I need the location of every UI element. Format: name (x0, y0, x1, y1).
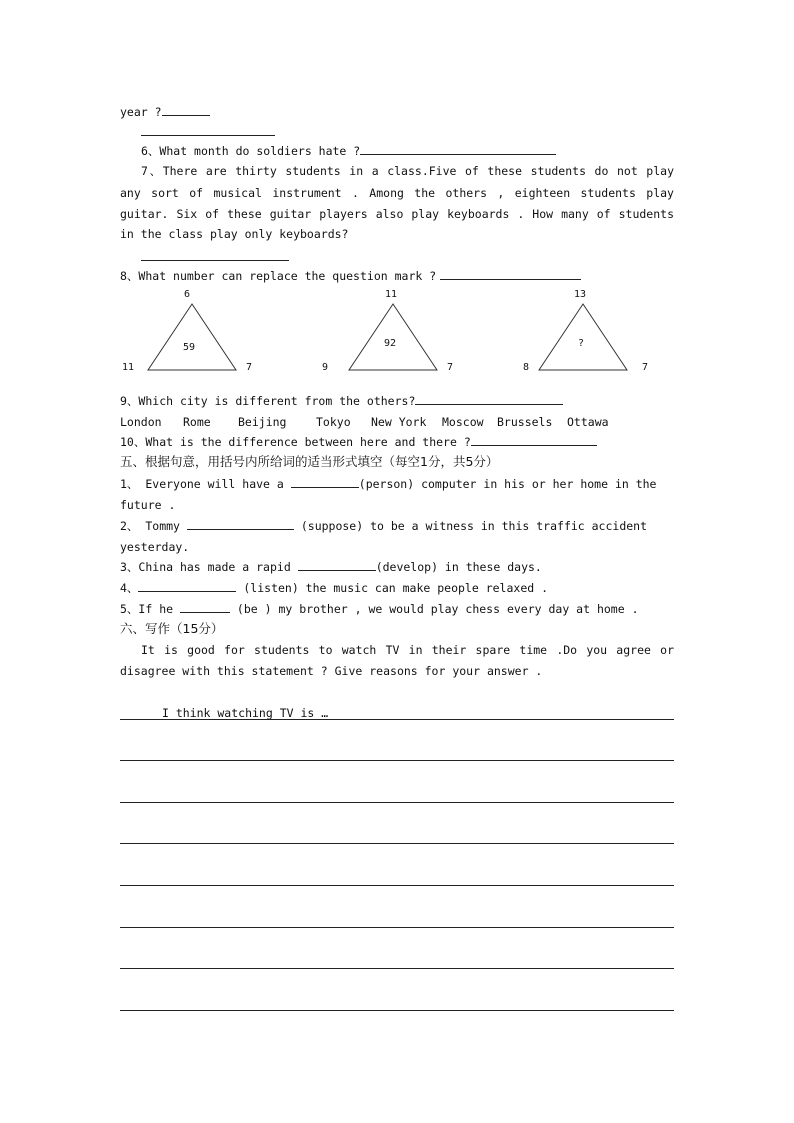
triangle-3 (539, 304, 627, 370)
sentence-1-text-b: (person) computer in his or her home in the (358, 477, 657, 491)
city-option: New York (371, 415, 427, 429)
q6-cont-text: year ? (120, 105, 162, 119)
sentence-1-text-a: 1、 Everyone will have a (120, 477, 284, 491)
sentence-4-text-b: (listen) the music can make people relaxed . (243, 581, 549, 595)
writing-starter: I think watching TV is … (162, 706, 329, 720)
answer-blank[interactable] (180, 600, 230, 613)
sentence-4 (120, 579, 548, 596)
triangle-2-top: 11 (385, 289, 398, 300)
sentence-5-text-b: (be ) my brother , we would play chess every day at home . (236, 602, 639, 616)
answer-blank[interactable] (440, 267, 581, 280)
sentence-1 (120, 475, 674, 492)
writing-prompt-line2: disagree with this statement ? Give reasons for your answer . (120, 664, 543, 678)
writing-line[interactable] (120, 760, 674, 761)
question-9-text: 9、Which city is different from the others? (120, 394, 416, 408)
triangle-1-top: 6 (184, 289, 191, 300)
city-option: Tokyo (316, 415, 351, 429)
writing-line[interactable] (120, 885, 674, 886)
triangle-1-center: 59 (183, 342, 196, 353)
answer-blank[interactable] (291, 475, 359, 488)
sentence-3-text-b: (develop) in these days. (375, 560, 542, 574)
triangle-2 (349, 304, 437, 370)
city-option: Brussels (497, 415, 553, 429)
question-10 (120, 433, 597, 450)
question-9 (120, 392, 563, 409)
triangle-1 (148, 304, 236, 370)
writing-line[interactable] (120, 1010, 674, 1011)
city-option: Moscow (442, 415, 484, 429)
answer-blank[interactable] (187, 517, 294, 530)
triangle-2-center: 92 (384, 338, 397, 349)
triangle-3-center: ? (578, 338, 585, 349)
sentence-3 (120, 558, 542, 575)
city-option: Rome (183, 415, 211, 429)
sentence-4-text-a: 4、 (120, 581, 139, 595)
question-8-text: 8、What number can replace the question mark ? (120, 269, 437, 283)
q6-cont-line (120, 103, 210, 119)
answer-blank[interactable] (141, 135, 275, 136)
answer-blank[interactable] (415, 392, 563, 405)
answer-blank[interactable] (138, 579, 236, 592)
sentence-2-cont: yesterday. (120, 540, 190, 554)
question-6 (141, 142, 556, 159)
answer-blank[interactable] (360, 142, 556, 155)
triangle-2-left: 9 (322, 362, 329, 373)
sentence-2 (120, 517, 647, 534)
sentence-1-cont: future . (120, 498, 176, 512)
triangle-3-top: 13 (574, 289, 587, 300)
writing-line[interactable] (120, 802, 674, 803)
sentence-3-text-a: 3、China has made a rapid (120, 560, 291, 574)
answer-blank[interactable] (162, 103, 210, 116)
question-10-text: 10、What is the difference between here and there ? (120, 435, 471, 449)
writing-line[interactable] (120, 843, 674, 844)
sentence-2-text-a: 2、 Tommy (120, 519, 180, 533)
question-7-line3: guitar. Six of these guitar players also play keyboards . How many of students (120, 207, 674, 221)
sentence-5 (120, 600, 639, 617)
section-5-title: 五、根据句意，用括号内所给词的适当形式填空（每空1分，共5分） (120, 454, 499, 469)
city-option: London (120, 415, 162, 429)
question-7-line1: 7、There are thirty students in a class.Five of these students do not play (141, 164, 674, 178)
question-7-line2: any sort of musical instrument . Among the others , eighteen students play (120, 186, 674, 200)
writing-line[interactable] (120, 719, 674, 720)
city-option: Ottawa (567, 415, 609, 429)
sentence-5-text-a: 5、If he (120, 602, 174, 616)
triangle-2-right: 7 (447, 362, 454, 373)
answer-blank[interactable] (298, 558, 376, 571)
triangle-1-left: 11 (122, 362, 135, 373)
writing-line[interactable] (120, 968, 674, 969)
triangle-1-right: 7 (246, 362, 253, 373)
question-7-line4: in the class play only keyboards? (120, 227, 349, 241)
triangle-3-right: 7 (642, 362, 649, 373)
city-option: Beijing (238, 415, 287, 429)
answer-blank[interactable] (471, 433, 597, 446)
writing-prompt-line1: It is good for students to watch TV in their spare time .Do you agree or (141, 643, 674, 657)
question-6-text: 6、What month do soldiers hate ? (141, 144, 361, 158)
section-6-title: 六、写作（15分） (120, 621, 224, 636)
triangle-3-left: 8 (523, 362, 530, 373)
writing-line[interactable] (120, 927, 674, 928)
answer-blank[interactable] (141, 260, 289, 261)
sentence-2-text-b: (suppose) to be a witness in this traffic accident (300, 519, 648, 533)
